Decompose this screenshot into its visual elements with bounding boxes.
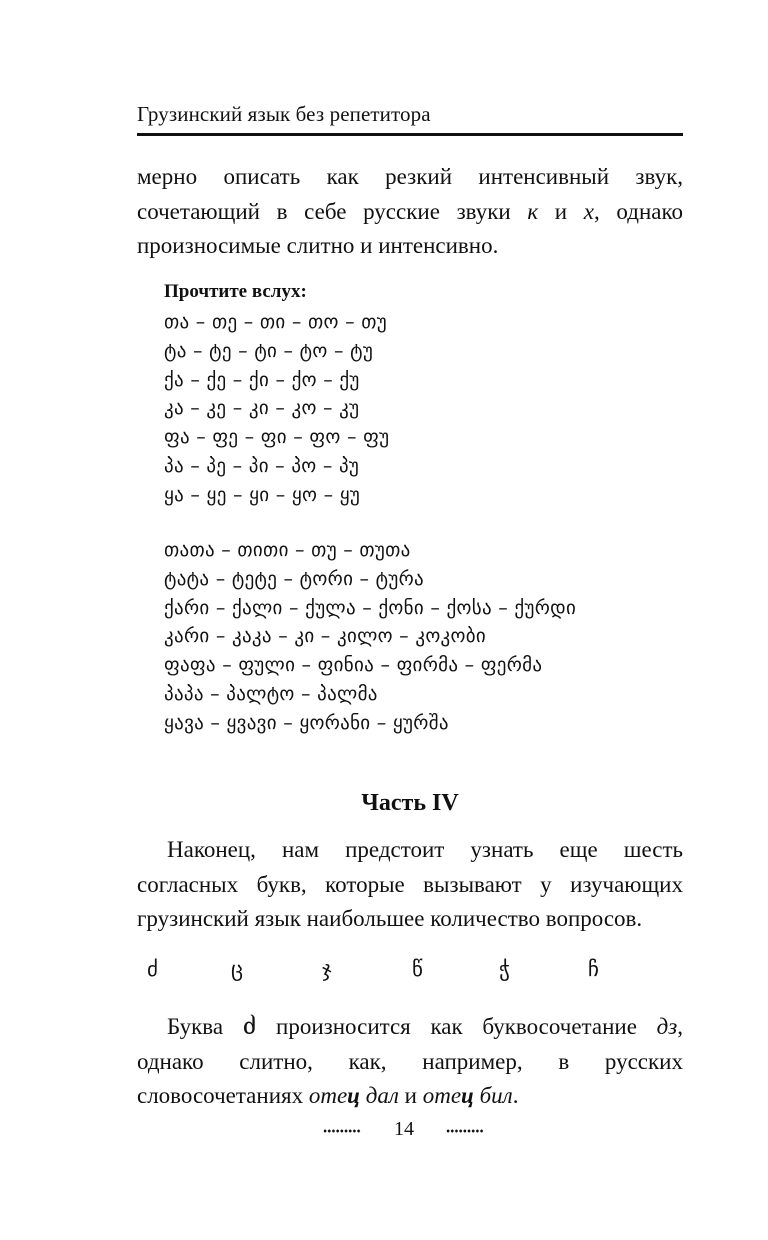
drill-row: თა – თე – თი – თო – თუ	[164, 311, 387, 333]
intro-paragraph: мерно описать как резкий интенсивный звук, сочетающий в себе русские звуки к и х, однако произносимые слитно и интенсивно.	[137, 164, 683, 258]
footer-dots-left	[323, 1129, 361, 1133]
drill-row: პა – პე – პი – პო – პუ	[164, 454, 360, 477]
georgian-letter: ჯ	[322, 957, 332, 981]
georgian-letter: წ	[412, 957, 423, 981]
drill-row: ყავა – ყვავი – ყორანი – ყურშა	[164, 711, 449, 734]
drill-row: კარი – კაკა – კი – კილო – კოკობი	[164, 625, 487, 648]
drill-row: კა – კე – კი – კო – კუ	[164, 397, 360, 420]
letter-row	[137, 957, 617, 987]
drill-label: Прочтите вслух:	[164, 281, 307, 302]
drill-row: ფაფა – ფული – ფინია – ფირმა – ფერმა	[164, 654, 543, 677]
running-title: Грузинский язык без репетитора	[137, 102, 431, 126]
drill-row: ტა – ტე – ტი – ტო – ტუ	[164, 339, 374, 362]
part-intro-paragraph: Наконец, нам предстоит узнать еще шесть согласных букв, которые вызывают у изучающих грузинский язык наибольшее количество вопросов.	[137, 837, 683, 931]
word-drill-list	[164, 536, 576, 738]
section-title: Часть IV	[361, 790, 459, 816]
footer-dots-right	[446, 1129, 484, 1133]
header-rule	[137, 133, 683, 136]
drill-row: ქარი – ქალი – ქულა – ქონი – ქოსა – ქურდი	[164, 596, 577, 619]
syllable-drill-list	[164, 308, 389, 510]
page-number: 14	[394, 1118, 414, 1140]
georgian-letter: ჭ	[499, 957, 510, 981]
drill-row: ქა – ქე – ქი – ქო – ქუ	[164, 368, 360, 391]
drill-row: ფა – ფე – ფი – ფო – ფუ	[164, 426, 390, 449]
drill-row: თათა – თითი – თუ – თუთა	[164, 539, 411, 561]
georgian-letter: ძ	[147, 957, 158, 981]
drill-row: ტატა – ტეტე – ტორი – ტურა	[164, 567, 425, 590]
drill-row: ყა – ყე – ყი – ყო – ყუ	[164, 483, 361, 506]
georgian-letter: ც	[231, 957, 243, 981]
georgian-letter: ჩ	[588, 957, 599, 981]
drill-row: პაპა – პალტო – პალმა	[164, 682, 378, 705]
page-footer	[0, 1118, 768, 1144]
explanation-paragraph: Буква ძ произносится как буквосочетание дз, однако слитно, как, например, в русских словосочетаниях отец дал и отец бил.	[137, 1014, 683, 1108]
